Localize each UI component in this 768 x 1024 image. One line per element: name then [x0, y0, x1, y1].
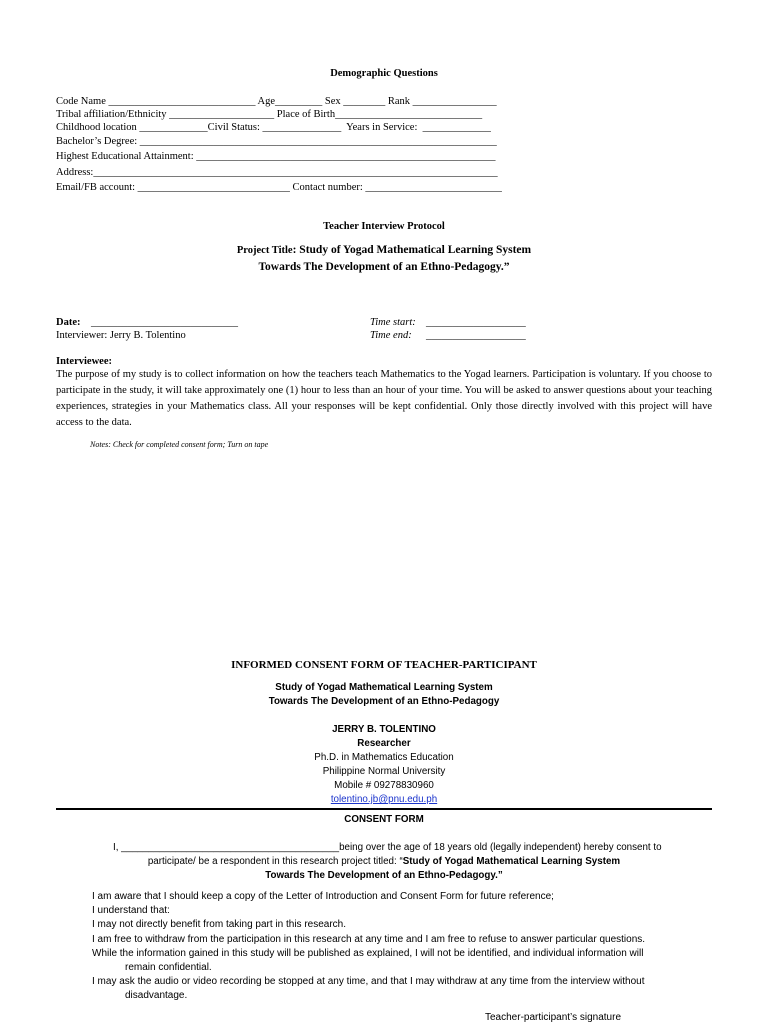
consent-statement-line-1: I, ________________________________________being over the age of 18 years old (legally independent) hereby consent to [113, 842, 662, 853]
consent-item: I am free to withdraw from the participation in this research at any time and I am free to refuse to answer particular questions. [92, 933, 646, 945]
project-title-line-1 [0, 243, 768, 258]
interviewer-name: Interviewer: Jerry B. Tolentino [56, 330, 186, 341]
protocol-heading: Teacher Interview Protocol [323, 221, 445, 232]
researcher-mobile: Mobile # 09278830960 [334, 780, 434, 791]
divider-rule [56, 808, 712, 810]
signature-label: Teacher-participant’s signature [485, 1012, 622, 1023]
project-title-prefix: Project Title [236, 245, 293, 256]
consent-item: I may not directly benefit from taking part in this research. [92, 919, 346, 931]
researcher-email-row [0, 793, 768, 807]
consent-heading: INFORMED CONSENT FORM OF TEACHER-PARTICIPANT [231, 659, 537, 671]
demographic-line: Highest Educational Attainment: _________________________________________________________ [56, 151, 496, 162]
demographic-line: Childhood location _____________Civil Status: _______________ Years in Service: _____________ [56, 122, 491, 133]
interviewee-label: Interviewee: [56, 356, 112, 367]
consent-item: While the information gained in this study will be published as explained, I will not be identified, and individual information will [92, 947, 644, 959]
project-title-text: : Study of Yogad Mathematical Learning System [292, 244, 532, 256]
time-start-field[interactable]: ___________________ [426, 317, 526, 328]
consent-item: I understand that: [92, 905, 170, 917]
consent-item: I am aware that I should keep a copy of the Letter of Introduction and Consent Form for future reference; [92, 891, 554, 902]
researcher-name: JERRY B. TOLENTINO [332, 724, 436, 735]
purpose-paragraph: The purpose of my study is to collect information on how the teachers teach Mathematics to the Yogad learners. Participation is voluntary. If you choose to participate in the study, it will take approximately one (1) hour to less than an hour of your time. You will be asked to answer questions about your teaching experiences, strategies in your Mathematics class. All your responses will be kept confidential. Only those directly involved with this project will have access to the data. [56, 369, 712, 428]
demographic-heading: Demographic Questions [330, 68, 438, 79]
study-title-line-1: Study of Yogad Mathematical Learning System [275, 682, 493, 693]
study-title-line-2: Towards The Development of an Ethno-Pedagogy [268, 696, 500, 707]
demographic-line: Bachelor’s Degree: ____________________________________________________________________ [56, 136, 497, 147]
consent-statement-line-2 [0, 855, 768, 869]
consent-item: remain confidential. [125, 962, 212, 974]
demographic-line: Address:_____________________________________________________________________________ [56, 167, 498, 178]
demographic-line: Tribal affiliation/Ethnicity ____________________ Place of Birth____________________________ [56, 109, 483, 120]
consent-statement-study: Study of Yogad Mathematical Learning System [402, 856, 621, 867]
researcher-university: Philippine Normal University [322, 766, 446, 777]
consent-statement-line-3: Towards The Development of an Ethno-Pedagogy.” [265, 870, 503, 881]
researcher-email-link[interactable]: tolentino.jb@pnu.edu.ph [330, 794, 438, 805]
date-field[interactable]: ____________________________ [91, 317, 238, 328]
time-end-label: Time end: [370, 330, 412, 341]
consent-statements [92, 890, 712, 1004]
demographic-line: Code Name ____________________________ Age_________ Sex ________ Rank ________________ [56, 96, 497, 107]
consent-item: disadvantage. [125, 990, 188, 1002]
time-start-label: Time start: [370, 317, 416, 328]
notes-text: Notes: Check for completed consent form; Turn on tape [90, 440, 269, 449]
consent-form-title: CONSENT FORM [344, 814, 424, 825]
consent-statement-prefix: participate/ be a respondent in this research project titled: “ [147, 856, 403, 867]
researcher-degree: Ph.D. in Mathematics Education [314, 752, 454, 763]
time-end-field[interactable]: ___________________ [426, 330, 526, 341]
date-label: Date: [56, 317, 81, 328]
researcher-role: Researcher [357, 738, 411, 749]
project-title-line-2: Towards The Development of an Ethno-Pedagogy.” [258, 261, 510, 273]
consent-item: I may ask the audio or video recording be stopped at any time, and that I may withdraw at any time from the interview without [92, 976, 645, 988]
demographic-line: Email/FB account: _____________________________ Contact number: __________________________ [56, 182, 502, 193]
